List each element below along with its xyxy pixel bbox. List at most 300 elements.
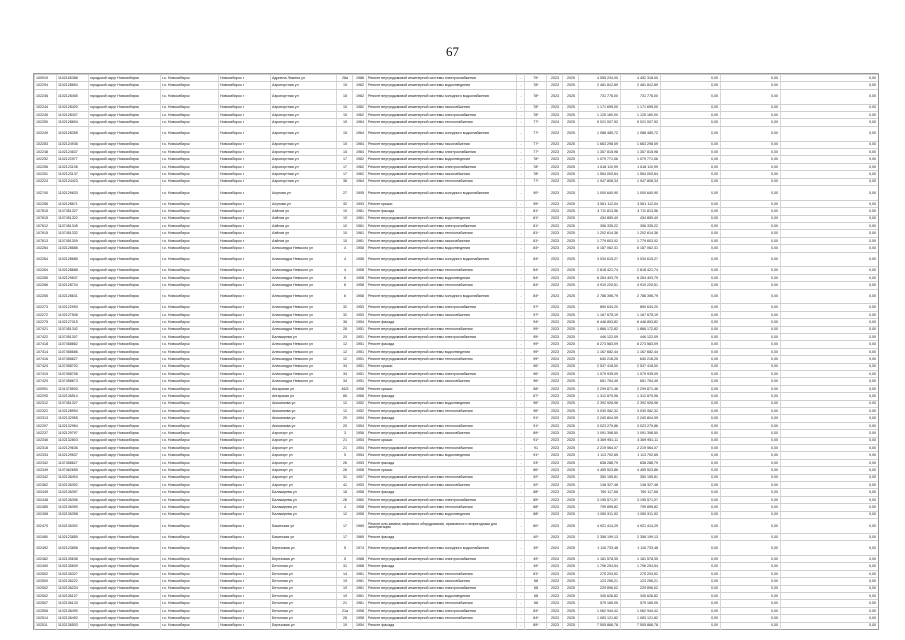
- cell-z3: 0,00: [780, 438, 878, 445]
- cell-z1: 0,00: [660, 149, 720, 156]
- cell-locality: Новосибирск г: [218, 282, 270, 289]
- cell-settlement: г.о. Новосибирск: [160, 467, 218, 474]
- cell-locality: Новосибирск г: [218, 164, 270, 171]
- cell-id: 102237: [34, 430, 56, 437]
- cell-end: 2025: [562, 415, 578, 422]
- cell-locality: Новосибирск г: [218, 349, 270, 356]
- cell-sum_code: 99*: [524, 341, 546, 348]
- cell-z1: 0,00: [660, 364, 720, 371]
- cell-z3: 0,00: [780, 127, 878, 142]
- cell-sum1: 1 866 172,82: [578, 327, 620, 334]
- cell-z2: 0,00: [720, 534, 780, 541]
- cell-start: 2023: [546, 253, 562, 268]
- cell-start: 2023: [546, 186, 562, 201]
- cell-year: 1962: [352, 90, 366, 105]
- cell-settlement: г.о. Новосибирск: [160, 171, 218, 178]
- cell-settlement: г.о. Новосибирск: [160, 408, 218, 415]
- cell-settlement: г.о. Новосибирск: [160, 378, 218, 385]
- cell-z1: 0,00: [660, 512, 720, 519]
- cell-z2: 0,00: [720, 415, 780, 422]
- cell-house: 17: [336, 164, 352, 171]
- cell-end: 2025: [562, 504, 578, 511]
- cell-code: 1102122953: [56, 304, 88, 311]
- cell-district: городской округ Новосибирск: [88, 216, 160, 223]
- cell-works: Ремонт внутридомовой инженерной системы теплоснабжения: [366, 282, 516, 289]
- cell-end: 2025: [562, 430, 578, 437]
- cell-z2: 0,00: [720, 253, 780, 268]
- cell-sum2: 2 299 871,46: [620, 386, 660, 393]
- cell-z2: 0,00: [720, 623, 780, 630]
- cell-house: 3: [336, 430, 352, 437]
- cell-dash: -: [516, 445, 524, 452]
- cell-start: 2023: [546, 467, 562, 474]
- cell-sum1: 1 618 110,99: [578, 164, 620, 171]
- cell-z1: 0,00: [660, 216, 720, 223]
- table-row: [34, 252, 878, 268]
- cell-district: городской округ Новосибирск: [88, 534, 160, 541]
- cell-works: Ремонт фасада: [366, 415, 516, 422]
- cell-sum2: 1 167 682,44: [620, 349, 660, 356]
- cell-z2: 0,00: [720, 512, 780, 519]
- cell-locality: Новосибирск г: [218, 364, 270, 371]
- cell-sum_code: 84*: [524, 290, 546, 305]
- cell-start: 2023: [546, 105, 562, 112]
- cell-z1: 0,00: [660, 341, 720, 348]
- cell-house: 19: [336, 578, 352, 585]
- cell-settlement: г.о. Новосибирск: [160, 164, 218, 171]
- cell-district: городской округ Новосибирск: [88, 267, 160, 274]
- cell-locality: Новосибирск г: [218, 230, 270, 237]
- cell-code: 1102136392: [56, 482, 88, 489]
- cell-sum1: 6 264 403,79: [578, 275, 620, 282]
- cell-dash: -: [516, 341, 524, 348]
- cell-district: городской округ Новосибирск: [88, 304, 160, 311]
- cell-z1: 0,00: [660, 290, 720, 305]
- cell-code: 1102129797: [56, 430, 88, 437]
- cell-locality: Новосибирск г: [218, 452, 270, 459]
- cell-dash: -: [516, 378, 524, 385]
- cell-sum_code: 49*: [524, 563, 546, 570]
- cell-year: 1961: [352, 586, 366, 593]
- cell-id: 102492: [34, 541, 56, 556]
- cell-z1: 0,00: [660, 112, 720, 119]
- cell-sum1: 7 505 868,78: [578, 623, 620, 630]
- cell-z2: 0,00: [720, 75, 780, 82]
- cell-sum_code: 78*: [524, 105, 546, 112]
- cell-end: 2025: [562, 112, 578, 119]
- cell-locality: Новосибирск г: [218, 334, 270, 341]
- cell-street: Аэропортная ул: [270, 142, 336, 149]
- cell-locality: Новосибирск г: [218, 423, 270, 430]
- cell-house: 34: [336, 378, 352, 385]
- cell-id: 102342: [34, 460, 56, 467]
- cell-year: 1958: [352, 275, 366, 282]
- cell-code: 1102128455: [56, 90, 88, 105]
- cell-sum2: 5 021 007,92: [620, 119, 660, 126]
- cell-z2: 0,00: [720, 238, 780, 245]
- cell-sum1: 1 083 121,82: [578, 615, 620, 622]
- cell-locality: Новосибирск г: [218, 275, 270, 282]
- cell-z3: 0,00: [780, 408, 878, 415]
- cell-year: 1964: [352, 119, 366, 126]
- cell-end: 2025: [562, 127, 578, 142]
- cell-sum2: 1 202 614,36: [620, 230, 660, 237]
- cell-sum2: 731 776,00: [620, 90, 660, 105]
- cell-district: городской округ Новосибирск: [88, 571, 160, 578]
- cell-z3: 0,00: [780, 615, 878, 622]
- cell-z3: 0,00: [780, 386, 878, 393]
- cell-sum1: 890 634,20: [578, 304, 620, 311]
- cell-settlement: г.о. Новосибирск: [160, 489, 218, 496]
- cell-district: городской округ Новосибирск: [88, 415, 160, 422]
- cell-sum2: 1 062 944,42: [620, 608, 660, 615]
- cell-id: 102349: [34, 467, 56, 474]
- cell-dash: -: [516, 208, 524, 215]
- cell-locality: Новосибирск г: [218, 112, 270, 119]
- cell-id: 102449: [34, 489, 56, 496]
- cell-z2: 0,00: [720, 445, 780, 452]
- cell-district: городской округ Новосибирск: [88, 401, 160, 408]
- cell-id: 102500: [34, 578, 56, 585]
- cell-code: 1102127015: [56, 319, 88, 326]
- cell-z3: 0,00: [780, 171, 878, 178]
- cell-start: 2023: [546, 312, 562, 319]
- cell-z3: 0,00: [780, 489, 878, 496]
- cell-sum1: 2 299 871,46: [578, 386, 620, 393]
- cell-start: 2023: [546, 156, 562, 163]
- cell-locality: Новосибирск г: [218, 600, 270, 607]
- cell-street: Аэропорт ул: [270, 438, 336, 445]
- cell-street: Александра Невского ул: [270, 253, 336, 268]
- cell-sum_code: 84*: [524, 608, 546, 615]
- cell-street: Аэропорт ул: [270, 475, 336, 482]
- cell-id: 102266: [34, 282, 56, 289]
- cell-settlement: г.о. Новосибирск: [160, 112, 218, 119]
- cell-house: 26: [336, 467, 352, 474]
- cell-street: Аэропорт ул: [270, 460, 336, 467]
- cell-start: 2023: [546, 290, 562, 305]
- cell-code: 1102136390: [56, 504, 88, 511]
- cell-sum1: 396 335,22: [578, 223, 620, 230]
- cell-z2: 0,00: [720, 341, 780, 348]
- cell-street: Бетонная ул: [270, 586, 336, 593]
- cell-sum1: 731 776,00: [578, 90, 620, 105]
- cell-works: Ремонт внутридомовой инженерной системы холодного водоснабжения: [366, 253, 516, 268]
- cell-start: 2023: [546, 600, 562, 607]
- cell-z3: 0,00: [780, 371, 878, 378]
- cell-sum2: 1 357 815,98: [620, 149, 660, 156]
- cell-id: 102252: [34, 156, 56, 163]
- cell-sum2: 138 327,48: [620, 482, 660, 489]
- cell-code: 1102128437: [56, 112, 88, 119]
- cell-z3: 0,00: [780, 460, 878, 467]
- cell-start: 2023: [546, 267, 562, 274]
- cell-start: 2023: [546, 482, 562, 489]
- cell-district: городской округ Новосибирск: [88, 142, 160, 149]
- cell-house: 20: [336, 423, 352, 430]
- cell-z1: 0,00: [660, 282, 720, 289]
- cell-sum_code: 88*: [524, 512, 546, 519]
- cell-settlement: г.о. Новосибирск: [160, 615, 218, 622]
- cell-z2: 0,00: [720, 378, 780, 385]
- cell-house: 26: [336, 460, 352, 467]
- cell-settlement: г.о. Новосибирск: [160, 127, 218, 142]
- cell-start: 2023: [546, 230, 562, 237]
- cell-house: 10: [336, 216, 352, 223]
- cell-locality: Новосибирск г: [218, 238, 270, 245]
- cell-settlement: г.о. Новосибирск: [160, 149, 218, 156]
- cell-street: Аэропортная ул: [270, 149, 336, 156]
- cell-sum2: 2 537 418,00: [620, 364, 660, 371]
- cell-sum_code: 86*: [524, 467, 546, 474]
- cell-locality: Новосибирск г: [218, 267, 270, 274]
- cell-sum_code: 91*: [524, 423, 546, 430]
- cell-settlement: г.о. Новосибирск: [160, 312, 218, 319]
- cell-settlement: г.о. Новосибирск: [160, 290, 218, 305]
- cell-locality: Новосибирск г: [218, 82, 270, 89]
- cell-end: 2025: [562, 615, 578, 622]
- cell-code: 1102124936: [56, 142, 88, 149]
- cell-dash: -: [516, 327, 524, 334]
- cell-dash: -: [516, 119, 524, 126]
- cell-house: 17: [336, 534, 352, 541]
- cell-sum_code: 68: [524, 578, 546, 585]
- cell-locality: Новосибирск г: [218, 201, 270, 208]
- cell-year: 1995: [352, 186, 366, 201]
- cell-sum1: 1 663 298,09: [578, 142, 620, 149]
- cell-id: 107615: [34, 208, 56, 215]
- cell-house: 28а: [336, 75, 352, 82]
- cell-z3: 0,00: [780, 216, 878, 223]
- cell-z2: 0,00: [720, 216, 780, 223]
- cell-district: городской округ Новосибирск: [88, 556, 160, 563]
- cell-dash: -: [516, 149, 524, 156]
- cell-code: 1102127506: [56, 312, 88, 319]
- cell-dash: -: [516, 164, 524, 171]
- cell-year: 1954: [352, 438, 366, 445]
- cell-id: 102511: [34, 623, 56, 630]
- cell-house: 10: [336, 208, 352, 215]
- cell-end: 2025: [562, 238, 578, 245]
- cell-code: 1102136490: [56, 608, 88, 615]
- cell-id: 102740: [34, 186, 56, 201]
- cell-z3: 0,00: [780, 556, 878, 563]
- cell-settlement: г.о. Новосибирск: [160, 623, 218, 630]
- cell-settlement: г.о. Новосибирск: [160, 445, 218, 452]
- cell-district: городской округ Новосибирск: [88, 482, 160, 489]
- cell-works: Ремонт внутридомовой инженерной системы водоотведения: [366, 512, 516, 519]
- cell-locality: Новосибирск г: [218, 75, 270, 82]
- cell-year: 1953: [352, 312, 366, 319]
- cell-sum1: 4 910 220,51: [578, 282, 620, 289]
- cell-start: 2023: [546, 238, 562, 245]
- cell-works: Ремонт внутридомовой инженерной системы холодного водоснабжения: [366, 186, 516, 201]
- cell-start: 2023: [546, 334, 562, 341]
- cell-id: 102251: [34, 171, 56, 178]
- cell-end: 2025: [562, 223, 578, 230]
- cell-locality: Новосибирск г: [218, 156, 270, 163]
- cell-district: городской округ Новосибирск: [88, 201, 160, 208]
- cell-sum2: 1 663 298,09: [620, 142, 660, 149]
- cell-year: 1954: [352, 319, 366, 326]
- cell-street: Бетонная ул: [270, 571, 336, 578]
- cell-works: Ремонт внутридомовой инженерной системы электроснабжения: [366, 497, 516, 504]
- cell-end: 2025: [562, 534, 578, 541]
- cell-sum2: 1 866 172,82: [620, 327, 660, 334]
- cell-street: Александра Невского ул: [270, 349, 336, 356]
- cell-start: 2023: [546, 371, 562, 378]
- cell-house: 15: [336, 142, 352, 149]
- cell-code: 1102136397: [56, 489, 88, 496]
- cell-street: Березовая ул: [270, 541, 336, 556]
- cell-start: 2023: [546, 142, 562, 149]
- cell-end: 2025: [562, 349, 578, 356]
- cell-district: городской округ Новосибирск: [88, 489, 160, 496]
- cell-z1: 0,00: [660, 208, 720, 215]
- cell-year: 1989: [352, 519, 366, 534]
- cell-sum1: 6 187 062,31: [578, 245, 620, 252]
- cell-district: городской округ Новосибирск: [88, 90, 160, 105]
- cell-sum_code: 78*: [524, 90, 546, 105]
- cell-street: Ангарская ул: [270, 393, 336, 400]
- cell-sum2: 1 116 733,48: [620, 541, 660, 556]
- cell-z1: 0,00: [660, 571, 720, 578]
- cell-works: Ремонт внутридомовой инженерной системы водоотведения: [366, 593, 516, 600]
- cell-code: 1107451307: [56, 334, 88, 341]
- cell-code: 1102135638: [56, 556, 88, 563]
- cell-code: 1102136234: [56, 586, 88, 593]
- cell-sum_code: 49*: [524, 541, 546, 556]
- cell-year: 1954: [352, 623, 366, 630]
- cell-house: 21а: [336, 608, 352, 615]
- cell-works: Ремонт внутридомовой инженерной системы электроснабжения: [366, 371, 516, 378]
- cell-locality: Новосибирск г: [218, 401, 270, 408]
- cell-z2: 0,00: [720, 312, 780, 319]
- cell-locality: Новосибирск г: [218, 253, 270, 268]
- cell-code: 1107458662: [56, 341, 88, 348]
- cell-code: 1102128688: [56, 267, 88, 274]
- cell-z2: 0,00: [720, 179, 780, 186]
- cell-code: 1102123106: [56, 164, 88, 171]
- cell-sum1: 1 312 875,96: [578, 393, 620, 400]
- cell-district: городской округ Новосибирск: [88, 504, 160, 511]
- cell-sum2: 640 216,25: [620, 356, 660, 363]
- cell-district: городской округ Новосибирск: [88, 460, 160, 467]
- cell-settlement: г.о. Новосибирск: [160, 534, 218, 541]
- cell-end: 2025: [562, 304, 578, 311]
- cell-dash: -: [516, 401, 524, 408]
- cell-house: 12: [336, 408, 352, 415]
- cell-year: 1966: [352, 393, 366, 400]
- cell-house: 32: [336, 201, 352, 208]
- cell-locality: Новосибирск г: [218, 460, 270, 467]
- cell-settlement: г.о. Новосибирск: [160, 482, 218, 489]
- cell-z1: 0,00: [660, 75, 720, 82]
- cell-settlement: г.о. Новосибирск: [160, 90, 218, 105]
- cell-locality: Новосибирск г: [218, 327, 270, 334]
- cell-year: 1964: [352, 179, 366, 186]
- cell-settlement: г.о. Новосибирск: [160, 119, 218, 126]
- cell-dash: -: [516, 371, 524, 378]
- cell-year: 1954: [352, 415, 366, 422]
- cell-year: 1974: [352, 541, 366, 556]
- cell-end: 2025: [562, 171, 578, 178]
- cell-z2: 0,00: [720, 541, 780, 556]
- cell-year: 1962: [352, 105, 366, 112]
- cell-code: 1102135609: [56, 563, 88, 570]
- cell-sum1: 1 113 792,65: [578, 452, 620, 459]
- cell-end: 2025: [562, 164, 578, 171]
- cell-sum2: 760 117,68: [620, 489, 660, 496]
- cell-district: городской округ Новосибирск: [88, 82, 160, 89]
- cell-street: Аэропортная ул: [270, 127, 336, 142]
- cell-house: 46/3: [336, 386, 352, 393]
- cell-works: Ремонт внутридомовой инженерной системы водоотведения: [366, 275, 516, 282]
- cell-z2: 0,00: [720, 245, 780, 252]
- cell-id: 102342: [34, 475, 56, 482]
- cell-locality: Новосибирск г: [218, 608, 270, 615]
- cell-sum1: 5 021 007,92: [578, 119, 620, 126]
- cell-z3: 0,00: [780, 245, 878, 252]
- cell-start: 2023: [546, 578, 562, 585]
- cell-sum_code: 91*: [524, 438, 546, 445]
- cell-sum_code: 93*: [524, 460, 546, 467]
- cell-end: 2025: [562, 438, 578, 445]
- cell-locality: Новосибирск г: [218, 208, 270, 215]
- cell-id: 107420: [34, 364, 56, 371]
- cell-sum_code: 84*: [524, 615, 546, 622]
- cell-start: 2023: [546, 475, 562, 482]
- cell-z3: 0,00: [780, 393, 878, 400]
- cell-sum1: 2 481 812,89: [578, 82, 620, 89]
- cell-dash: -: [516, 127, 524, 142]
- cell-sum1: 1 947 808,34: [578, 179, 620, 186]
- cell-z1: 0,00: [660, 489, 720, 496]
- cell-district: городской округ Новосибирск: [88, 386, 160, 393]
- cell-settlement: г.о. Новосибирск: [160, 600, 218, 607]
- cell-dash: -: [516, 364, 524, 371]
- cell-z2: 0,00: [720, 438, 780, 445]
- cell-sum1: 1 202 614,36: [578, 230, 620, 237]
- cell-settlement: г.о. Новосибирск: [160, 430, 218, 437]
- cell-street: Бетонная ул: [270, 608, 336, 615]
- cell-settlement: г.о. Новосибирск: [160, 327, 218, 334]
- cell-dash: -: [516, 593, 524, 600]
- cell-street: Балакирева ул: [270, 497, 336, 504]
- cell-end: 2025: [562, 423, 578, 430]
- cell-dash: -: [516, 356, 524, 363]
- cell-sum1: 350 155,81: [578, 475, 620, 482]
- cell-works: Ремонт внутридомовой инженерной системы газоснабжения: [366, 482, 516, 489]
- cell-z2: 0,00: [720, 482, 780, 489]
- cell-z3: 0,00: [780, 401, 878, 408]
- cell-year: 1962: [352, 164, 366, 171]
- cell-district: городской округ Новосибирск: [88, 623, 160, 630]
- cell-sum_code: 90*: [524, 186, 546, 201]
- cell-end: 2025: [562, 105, 578, 112]
- cell-district: городской округ Новосибирск: [88, 452, 160, 459]
- cell-end: 2025: [562, 408, 578, 415]
- cell-dash: -: [516, 600, 524, 607]
- cell-id: 102312: [34, 401, 56, 408]
- cell-z3: 0,00: [780, 504, 878, 511]
- cell-z1: 0,00: [660, 497, 720, 504]
- cell-works: Ремонт внутридомовой инженерной системы теплоснабжения: [366, 327, 516, 334]
- cell-sum2: 2 358 199,13: [620, 534, 660, 541]
- cell-locality: Новосибирск г: [218, 356, 270, 363]
- cell-street: Анисимова ул: [270, 401, 336, 408]
- cell-works: Ремонт внутридомовой инженерной системы теплоснабжения: [366, 230, 516, 237]
